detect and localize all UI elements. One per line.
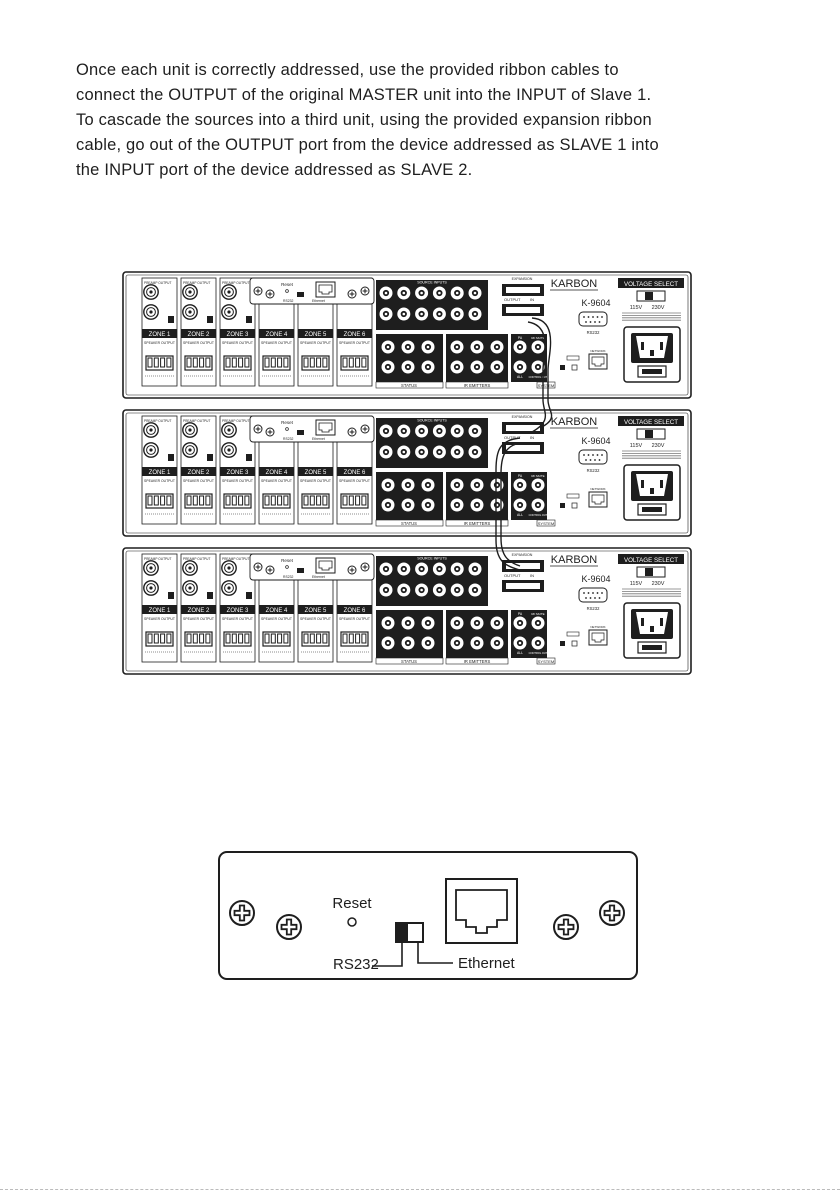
- network-card: [250, 278, 374, 304]
- ethernet-label: Ethernet: [312, 299, 325, 303]
- network-card: [250, 416, 374, 442]
- 230v-label: 230V: [651, 443, 665, 449]
- zone-module: [181, 554, 216, 662]
- mode-switch[interactable]: [297, 292, 304, 297]
- zone-module: [142, 416, 177, 524]
- 230v-label: 230V: [651, 581, 665, 587]
- source-inputs-label: SOURCE INPUTS: [417, 418, 447, 423]
- control-out-jack-icon[interactable]: [532, 637, 544, 649]
- source-input-jack-icon[interactable]: [416, 584, 428, 596]
- preamp-label: PREAMP OUTPUT: [222, 557, 250, 561]
- control-section: [376, 334, 555, 388]
- source-inputs: [376, 418, 488, 468]
- ethernet-label: Ethernet: [312, 437, 325, 441]
- status-jack-icon[interactable]: [402, 499, 414, 511]
- zone-label: ZONE 4: [265, 470, 288, 476]
- speaker-label: SPEAKER OUTPUT: [144, 341, 175, 345]
- reset-label: Reset: [281, 558, 293, 563]
- zone-label: ZONE 3: [226, 608, 249, 614]
- rs232-label: RS232: [283, 437, 294, 441]
- control-out-label: CONTROL OUT: [528, 514, 548, 517]
- reset-label: Reset: [332, 895, 372, 912]
- pa-label: PA: [517, 474, 523, 478]
- preamp-jack-icon[interactable]: [183, 423, 197, 437]
- speaker-label: SPEAKER OUTPUT: [261, 617, 292, 621]
- speaker-label: SPEAKER OUTPUT: [183, 341, 214, 345]
- status-jack-icon[interactable]: [382, 361, 394, 373]
- rf-mute-jack-icon[interactable]: [532, 617, 544, 629]
- source-input-jack-icon[interactable]: [416, 308, 428, 320]
- status-jack-icon[interactable]: [382, 341, 394, 353]
- source-input-jack-icon[interactable]: [469, 308, 481, 320]
- source-input-jack-icon[interactable]: [398, 308, 410, 320]
- 115v-label: 115V: [629, 443, 643, 449]
- ir-emitter-jack-icon[interactable]: [451, 361, 463, 373]
- screw-icon: [254, 425, 262, 433]
- all-jack-icon[interactable]: [514, 361, 526, 373]
- source-inputs-label: SOURCE INPUTS: [417, 556, 447, 561]
- brand-logo: KARBON: [550, 554, 598, 566]
- rs232-port-icon[interactable]: [579, 312, 607, 326]
- preamp-label: PREAMP OUTPUT: [144, 419, 172, 423]
- page-bottom-rule: [0, 1189, 840, 1190]
- zone-label: ZONE 4: [265, 608, 288, 614]
- status-label: STATUS: [401, 659, 417, 664]
- status-label: STATUS: [401, 521, 417, 526]
- source-input-jack-icon[interactable]: [433, 287, 445, 299]
- source-input-jack-icon[interactable]: [469, 425, 481, 437]
- input-port-label: IN: [530, 297, 534, 302]
- zone-module: [142, 554, 177, 662]
- screw-icon: [266, 290, 274, 298]
- source-input-jack-icon[interactable]: [398, 563, 410, 575]
- input-port-label: IN: [530, 435, 534, 440]
- speaker-label: SPEAKER OUTPUT: [339, 479, 370, 483]
- source-input-jack-icon[interactable]: [398, 425, 410, 437]
- speaker-label: SPEAKER OUTPUT: [222, 341, 253, 345]
- brand-logo: KARBON: [550, 416, 598, 428]
- zone-label: ZONE 6: [343, 608, 366, 614]
- amplifier-unit-3: [123, 548, 691, 674]
- speaker-label: SPEAKER OUTPUT: [183, 617, 214, 621]
- source-input-jack-icon[interactable]: [451, 425, 463, 437]
- speaker-label: SPEAKER OUTPUT: [261, 341, 292, 345]
- source-input-jack-icon[interactable]: [469, 584, 481, 596]
- ir-emitter-jack-icon[interactable]: [491, 361, 503, 373]
- source-input-jack-icon[interactable]: [451, 308, 463, 320]
- rs232-label: RS232: [333, 956, 379, 973]
- source-input-jack-icon[interactable]: [433, 584, 445, 596]
- screw-icon: [361, 563, 369, 571]
- system-label: SYSTEM: [537, 659, 555, 664]
- mode-switch[interactable]: [297, 568, 304, 573]
- 115v-label: 115V: [629, 305, 643, 311]
- preamp-jack-icon[interactable]: [222, 285, 236, 299]
- zone-label: ZONE 1: [148, 608, 171, 614]
- model-label: K-9604: [581, 298, 611, 308]
- network-label: NETWORK: [590, 487, 606, 491]
- pa-jack-icon[interactable]: [514, 617, 526, 629]
- source-input-jack-icon[interactable]: [380, 308, 392, 320]
- mount-screw-icon: [600, 901, 624, 925]
- output-port-label: OUTPUT: [504, 435, 521, 440]
- rf-mute-jack-icon[interactable]: [532, 341, 544, 353]
- expansion-label: EXPANSION: [511, 553, 533, 557]
- status-jack-icon[interactable]: [382, 637, 394, 649]
- zone-label: ZONE 2: [187, 470, 210, 476]
- ir-emitter-jack-icon[interactable]: [451, 617, 463, 629]
- preamp-label: PREAMP OUTPUT: [144, 281, 172, 285]
- ir-emitter-jack-icon[interactable]: [471, 341, 483, 353]
- source-input-jack-icon[interactable]: [416, 287, 428, 299]
- ir-emitter-jack-icon[interactable]: [451, 499, 463, 511]
- network-label: NETWORK: [590, 349, 606, 353]
- preamp-jack-icon[interactable]: [144, 443, 158, 457]
- all-label: ALL: [516, 375, 524, 379]
- zone-label: ZONE 2: [187, 608, 210, 614]
- ir-emitter-jack-icon[interactable]: [471, 479, 483, 491]
- output-port-label: OUTPUT: [504, 573, 521, 578]
- ir-emitters-label: IR EMITTERS: [463, 383, 491, 388]
- screw-icon: [348, 290, 356, 298]
- source-input-jack-icon[interactable]: [398, 446, 410, 458]
- zone-label: ZONE 5: [304, 470, 327, 476]
- ir-emitter-jack-icon[interactable]: [471, 361, 483, 373]
- card-outline: [219, 852, 637, 979]
- screw-icon: [361, 287, 369, 295]
- speaker-label: SPEAKER OUTPUT: [222, 617, 253, 621]
- intro-line: To cascade the sources into a third unit, using the provided expansion ribbon: [76, 111, 652, 129]
- source-input-jack-icon[interactable]: [380, 584, 392, 596]
- pa-label: PA: [517, 336, 523, 340]
- speaker-label: SPEAKER OUTPUT: [339, 617, 370, 621]
- screw-icon: [266, 428, 274, 436]
- ir-emitters-label: IR EMITTERS: [463, 659, 491, 664]
- speaker-label: SPEAKER OUTPUT: [300, 479, 331, 483]
- system-label: SYSTEM: [537, 521, 555, 526]
- preamp-jack-icon[interactable]: [144, 305, 158, 319]
- status-jack-icon[interactable]: [382, 499, 394, 511]
- screw-icon: [348, 428, 356, 436]
- source-input-jack-icon[interactable]: [416, 446, 428, 458]
- rf-mute-label: RF MUTE: [531, 336, 545, 340]
- preamp-jack-icon[interactable]: [144, 561, 158, 575]
- pa-jack-icon[interactable]: [514, 341, 526, 353]
- status-jack-icon[interactable]: [402, 361, 414, 373]
- 115v-label: 115V: [629, 581, 643, 587]
- rs232-label: RS232: [283, 299, 294, 303]
- expansion-label: EXPANSION: [511, 277, 533, 281]
- mode-switch[interactable]: [297, 430, 304, 435]
- preamp-jack-icon[interactable]: [222, 443, 236, 457]
- screw-icon: [254, 287, 262, 295]
- amplifier-unit-2: [123, 410, 691, 536]
- screw-icon: [361, 425, 369, 433]
- source-input-jack-icon[interactable]: [380, 446, 392, 458]
- voltage-select-label: VOLTAGE SELECT: [623, 419, 679, 426]
- model-label: K-9604: [581, 436, 611, 446]
- preamp-jack-icon[interactable]: [222, 305, 236, 319]
- source-input-jack-icon[interactable]: [380, 425, 392, 437]
- rf-mute-label: RF MUTE: [531, 474, 545, 478]
- status-jack-icon[interactable]: [422, 637, 434, 649]
- mount-screw-icon: [277, 915, 301, 939]
- zone-module: [181, 416, 216, 524]
- zone-label: ZONE 1: [148, 470, 171, 476]
- zone-label: ZONE 6: [343, 470, 366, 476]
- all-jack-icon[interactable]: [514, 637, 526, 649]
- ir-emitter-jack-icon[interactable]: [471, 637, 483, 649]
- source-input-jack-icon[interactable]: [416, 563, 428, 575]
- intro-line: the INPUT port of the device addressed as SLAVE 2.: [76, 161, 473, 179]
- status-jack-icon[interactable]: [422, 361, 434, 373]
- ethernet-label: Ethernet: [458, 955, 515, 972]
- status-jack-icon[interactable]: [382, 479, 394, 491]
- control-out-label: CONTROL OUT: [528, 376, 548, 379]
- status-jack-icon[interactable]: [402, 617, 414, 629]
- control-out-label: CONTROL OUT: [528, 652, 548, 655]
- reset-label: Reset: [281, 282, 293, 287]
- rs232-label: RS232: [586, 606, 600, 611]
- speaker-label: SPEAKER OUTPUT: [339, 341, 370, 345]
- control-section: [376, 610, 555, 664]
- network-card-detail: [219, 852, 637, 979]
- status-jack-icon[interactable]: [422, 341, 434, 353]
- source-input-jack-icon[interactable]: [433, 563, 445, 575]
- ir-emitter-jack-icon[interactable]: [471, 617, 483, 629]
- all-label: ALL: [516, 651, 524, 655]
- status-jack-icon[interactable]: [402, 341, 414, 353]
- speaker-label: SPEAKER OUTPUT: [222, 479, 253, 483]
- source-input-jack-icon[interactable]: [433, 446, 445, 458]
- reset-button-icon[interactable]: [348, 918, 356, 926]
- preamp-label: PREAMP OUTPUT: [183, 557, 211, 561]
- status-jack-icon[interactable]: [422, 617, 434, 629]
- intro-line: connect the OUTPUT of the original MASTER unit into the INPUT of Slave 1.: [76, 86, 652, 104]
- ir-emitter-jack-icon[interactable]: [451, 341, 463, 353]
- speaker-label: SPEAKER OUTPUT: [144, 479, 175, 483]
- mount-screw-icon: [554, 915, 578, 939]
- source-input-jack-icon[interactable]: [398, 584, 410, 596]
- preamp-jack-icon[interactable]: [144, 423, 158, 437]
- screw-icon: [266, 566, 274, 574]
- source-input-jack-icon[interactable]: [380, 287, 392, 299]
- preamp-jack-icon[interactable]: [144, 581, 158, 595]
- ir-emitter-jack-icon[interactable]: [491, 341, 503, 353]
- preamp-jack-icon[interactable]: [183, 285, 197, 299]
- intro-line: cable, go out of the OUTPUT port from the device addressed as SLAVE 1 into: [76, 136, 659, 154]
- model-label: K-9604: [581, 574, 611, 584]
- ethernet-label: Ethernet: [312, 575, 325, 579]
- preamp-jack-icon[interactable]: [183, 561, 197, 575]
- input-port-label: IN: [530, 573, 534, 578]
- speaker-label: SPEAKER OUTPUT: [300, 617, 331, 621]
- mount-screw-icon: [230, 901, 254, 925]
- control-out-jack-icon[interactable]: [532, 361, 544, 373]
- rs232-label: RS232: [586, 330, 600, 335]
- source-input-jack-icon[interactable]: [451, 446, 463, 458]
- network-card: [250, 554, 374, 580]
- ir-emitters-label: IR EMITTERS: [463, 521, 491, 526]
- preamp-jack-icon[interactable]: [144, 285, 158, 299]
- preamp-label: PREAMP OUTPUT: [144, 557, 172, 561]
- status-jack-icon[interactable]: [382, 617, 394, 629]
- pa-jack-icon[interactable]: [514, 479, 526, 491]
- source-input-jack-icon[interactable]: [469, 446, 481, 458]
- speaker-label: SPEAKER OUTPUT: [300, 341, 331, 345]
- network-label: NETWORK: [590, 625, 606, 629]
- preamp-label: PREAMP OUTPUT: [183, 281, 211, 285]
- rs232-label: RS232: [283, 575, 294, 579]
- brand-logo: KARBON: [550, 278, 598, 290]
- preamp-jack-icon[interactable]: [222, 581, 236, 595]
- zone-label: ZONE 4: [265, 332, 288, 338]
- 230v-label: 230V: [651, 305, 665, 311]
- source-inputs-label: SOURCE INPUTS: [417, 280, 447, 285]
- preamp-jack-icon[interactable]: [183, 443, 197, 457]
- zone-label: ZONE 6: [343, 332, 366, 338]
- source-input-jack-icon[interactable]: [380, 563, 392, 575]
- speaker-label: SPEAKER OUTPUT: [183, 479, 214, 483]
- all-label: ALL: [516, 513, 524, 517]
- ir-emitter-jack-icon[interactable]: [491, 637, 503, 649]
- preamp-label: PREAMP OUTPUT: [183, 419, 211, 423]
- source-inputs: [376, 556, 488, 606]
- ir-emitter-jack-icon[interactable]: [451, 479, 463, 491]
- preamp-label: PREAMP OUTPUT: [222, 281, 250, 285]
- control-section: [376, 472, 555, 526]
- zone-label: ZONE 3: [226, 332, 249, 338]
- zone-label: ZONE 5: [304, 332, 327, 338]
- zone-module: [142, 278, 177, 386]
- amplifier-unit-1: [123, 272, 691, 398]
- preamp-jack-icon[interactable]: [222, 561, 236, 575]
- voltage-select-label: VOLTAGE SELECT: [623, 281, 679, 288]
- zone-label: ZONE 3: [226, 470, 249, 476]
- speaker-label: SPEAKER OUTPUT: [144, 617, 175, 621]
- source-input-jack-icon[interactable]: [398, 287, 410, 299]
- ir-emitter-jack-icon[interactable]: [471, 499, 483, 511]
- rs232-label: RS232: [586, 468, 600, 473]
- zone-label: ZONE 2: [187, 332, 210, 338]
- rf-mute-jack-icon[interactable]: [532, 479, 544, 491]
- ir-emitter-jack-icon[interactable]: [451, 637, 463, 649]
- source-input-jack-icon[interactable]: [416, 425, 428, 437]
- screw-icon: [348, 566, 356, 574]
- status-label: STATUS: [401, 383, 417, 388]
- screw-icon: [254, 563, 262, 571]
- system-label: SYSTEM: [537, 383, 555, 388]
- rs232-port-icon[interactable]: [579, 588, 607, 602]
- expansion-label: EXPANSION: [511, 415, 533, 419]
- control-out-jack-icon[interactable]: [532, 499, 544, 511]
- source-input-jack-icon[interactable]: [469, 563, 481, 575]
- preamp-jack-icon[interactable]: [183, 581, 197, 595]
- source-input-jack-icon[interactable]: [433, 425, 445, 437]
- preamp-jack-icon[interactable]: [222, 423, 236, 437]
- status-jack-icon[interactable]: [402, 637, 414, 649]
- zone-label: ZONE 1: [148, 332, 171, 338]
- source-input-jack-icon[interactable]: [451, 563, 463, 575]
- status-jack-icon[interactable]: [422, 479, 434, 491]
- status-jack-icon[interactable]: [402, 479, 414, 491]
- zone-module: [181, 278, 216, 386]
- rf-mute-label: RF MUTE: [531, 612, 545, 616]
- source-inputs: [376, 280, 488, 330]
- ir-emitter-jack-icon[interactable]: [491, 617, 503, 629]
- intro-line: Once each unit is correctly addressed, use the provided ribbon cables to: [76, 61, 619, 79]
- source-input-jack-icon[interactable]: [469, 287, 481, 299]
- rs232-port-icon[interactable]: [579, 450, 607, 464]
- source-input-jack-icon[interactable]: [451, 287, 463, 299]
- source-input-jack-icon[interactable]: [433, 308, 445, 320]
- preamp-label: PREAMP OUTPUT: [222, 419, 250, 423]
- zone-label: ZONE 5: [304, 608, 327, 614]
- preamp-jack-icon[interactable]: [183, 305, 197, 319]
- voltage-select-label: VOLTAGE SELECT: [623, 557, 679, 564]
- pa-label: PA: [517, 612, 523, 616]
- source-input-jack-icon[interactable]: [451, 584, 463, 596]
- output-port-label: OUTPUT: [504, 297, 521, 302]
- status-jack-icon[interactable]: [422, 499, 434, 511]
- reset-label: Reset: [281, 420, 293, 425]
- speaker-label: SPEAKER OUTPUT: [261, 479, 292, 483]
- all-jack-icon[interactable]: [514, 499, 526, 511]
